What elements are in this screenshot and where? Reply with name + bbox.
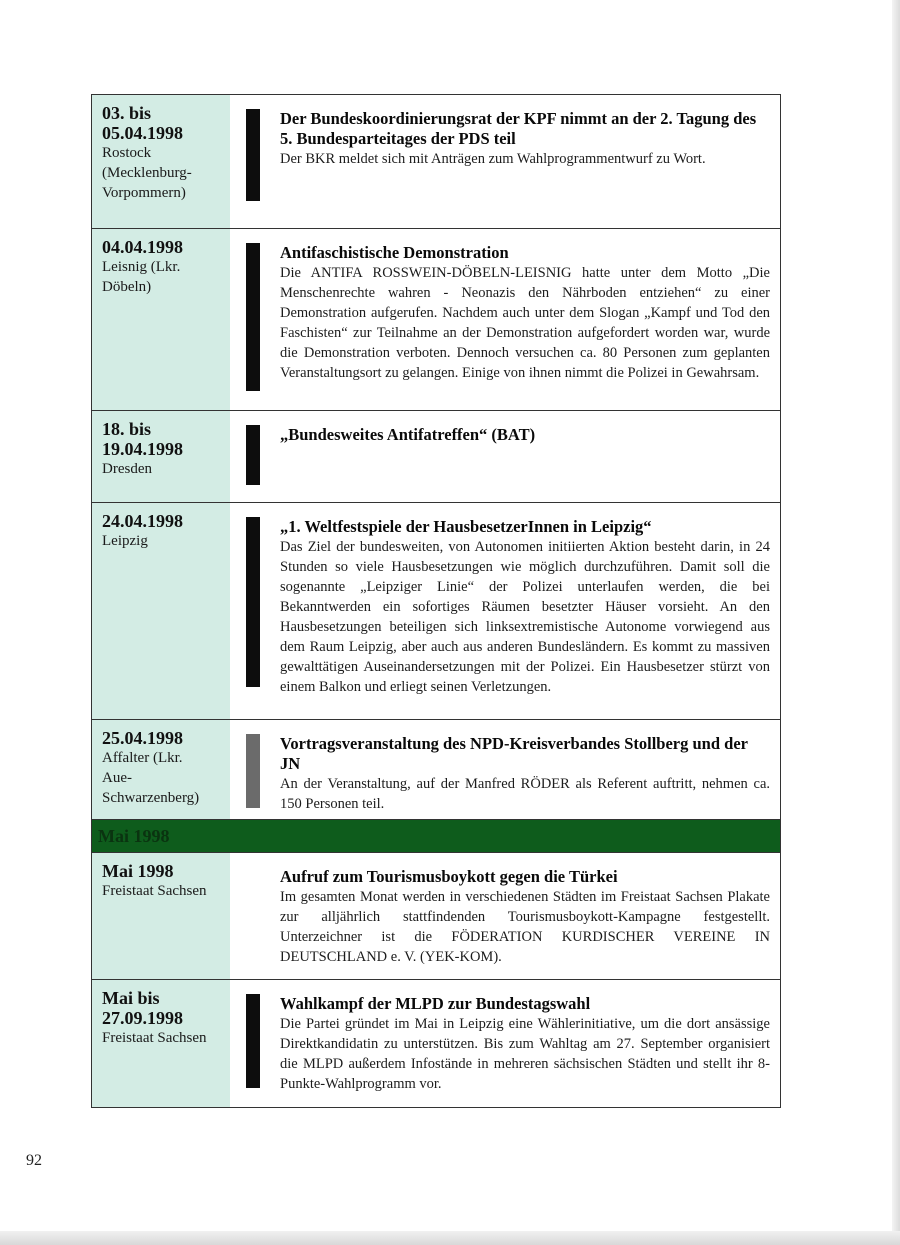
entry-text: Die ANTIFA ROSSWEIN-DÖBELN-LEISNIG hatte unter dem Motto „Die Menschenrechte wahren - Neonazis den Nährboden entziehen“ zu einer Demonstration aufgerufen. Nachdem auch unter dem Slogan „Kampf und Tod den Faschisten“ zur Teilnahme an der Demonstration aufgefordert worden war, wurde die Demonstration verboten. Dennoch versuchen ca. 80 Personen zum geplanten Veranstaltungsort zu gelangen. Einige von ihnen nimmt die Polizei in Gewahrsam. — [280, 265, 770, 381]
chronology-row — [92, 229, 780, 411]
entry-title: Antifaschistische Demonstration — [280, 243, 509, 262]
event-cell — [230, 411, 780, 502]
entry-title: Aufruf zum Tourismusboykott gegen die Türkei — [280, 867, 618, 886]
month-header-label: Mai 1998 — [98, 825, 170, 846]
date-place-cell — [92, 411, 230, 502]
page-edge-bottom — [0, 1231, 900, 1245]
chronology-row — [92, 411, 780, 503]
entry-place: Freistaat Sachsen — [102, 1030, 207, 1046]
event-cell — [230, 503, 780, 719]
entry-text: Im gesamten Monat werden in verschiedenen Städten im Freistaat Sachsen Plakate zur alljährlich stattfindenden Tourismusboykott-Kampagne festgestellt. Unterzeichner ist die FÖDERATION KURDISCHER VEREINE IN DEUTSCHLAND e. V. (YEK-KOM). — [280, 889, 770, 965]
entry-title: Vortragsveranstaltung des NPD-Kreisverbandes Stollberg und der JN — [280, 734, 748, 773]
entry-date: Mai bis 27.09.1998 — [102, 988, 183, 1028]
entry-title: „1. Weltfestspiele der HausbesetzerInnen in Leipzig“ — [280, 517, 652, 536]
page-edge-right — [892, 0, 900, 1245]
month-header — [92, 820, 780, 853]
entry-date: Mai 1998 — [102, 861, 174, 881]
date-place-cell — [92, 720, 230, 819]
date-place-cell — [92, 980, 230, 1107]
event-cell — [230, 980, 780, 1107]
entry-date: 04.04.1998 — [102, 237, 183, 257]
date-place-cell — [92, 853, 230, 979]
date-place-cell — [92, 229, 230, 410]
entry-text: Der BKR meldet sich mit Anträgen zum Wahlprogrammentwurf zu Wort. — [280, 151, 706, 167]
event-cell — [230, 95, 780, 228]
date-place-cell — [92, 95, 230, 228]
entry-text: Die Partei gründet im Mai in Leipzig eine Wählerinitiative, um die dort ansässige Direktkandidatin zu unterstützen. Bis zum Wahltag am 27. September organisiert die MLPD außerdem Infostände in mehreren sächsischen Städten und stellt ihr 8-Punkte-Wahlprogramm vor. — [280, 1016, 770, 1092]
entry-date: 24.04.1998 — [102, 511, 183, 531]
marker-bar — [246, 867, 260, 957]
chronology-row — [92, 980, 780, 1108]
entry-place: Rostock (Mecklenburg-Vorpommern) — [102, 145, 192, 201]
event-cell — [230, 229, 780, 410]
chronology-row — [92, 503, 780, 720]
chronology-row — [92, 720, 780, 820]
chronology-row — [92, 95, 780, 229]
entry-text: An der Veranstaltung, auf der Manfred RÖDER als Referent auftritt, nehmen ca. 150 Personen teil. — [280, 776, 770, 812]
entry-place: Leipzig — [102, 533, 148, 549]
entry-date: 03. bis 05.04.1998 — [102, 103, 183, 143]
marker-bar — [246, 994, 260, 1088]
entry-place: Leisnig (Lkr. Döbeln) — [102, 259, 181, 295]
marker-bar — [246, 425, 260, 485]
page-number: 92 — [26, 1152, 42, 1169]
event-cell — [230, 853, 780, 979]
chronology-table — [91, 94, 781, 1108]
entry-place: Affalter (Lkr. Aue-Schwarzenberg) — [102, 750, 200, 806]
entry-title: Wahlkampf der MLPD zur Bundestagswahl — [280, 994, 591, 1013]
entry-title: Der Bundeskoordinierungsrat der KPF nimmt an der 2. Tagung des 5. Bundesparteitages der PDS teil — [280, 109, 757, 148]
marker-bar — [246, 109, 260, 201]
entry-date: 25.04.1998 — [102, 728, 183, 748]
event-cell — [230, 720, 780, 819]
marker-bar — [246, 243, 260, 391]
entry-text: Das Ziel der bundesweiten, von Autonomen initiierten Aktion besteht darin, in 24 Stunden so viele Hausbesetzungen wie möglich durchzuführen. Damit soll die sogenannte „Leipziger Linie“ der Polizei unterlaufen werden, die bei Bekanntwerden ein sofortiges Räumen besetzter Häuser vorsieht. An den Hausbesetzungen beteiligen sich linksextremistische Autonome vorwiegend aus dem Raum Leipzig, aber auch aus anderen Bundesländern. Es kommt zu massiven gewalttätigen Auseinandersetzungen mit der Polizei. Ein Hausbesetzer stürzt von einem Balkon und erliegt seinen Verletzungen. — [280, 539, 770, 695]
entry-place: Freistaat Sachsen — [102, 883, 207, 899]
marker-bar — [246, 734, 260, 808]
chronology-row — [92, 853, 780, 980]
marker-bar — [246, 517, 260, 687]
date-place-cell — [92, 503, 230, 719]
entry-place: Dresden — [102, 461, 152, 477]
entry-date: 18. bis 19.04.1998 — [102, 419, 183, 459]
entry-title: „Bundesweites Antifatreffen“ (BAT) — [280, 425, 536, 444]
